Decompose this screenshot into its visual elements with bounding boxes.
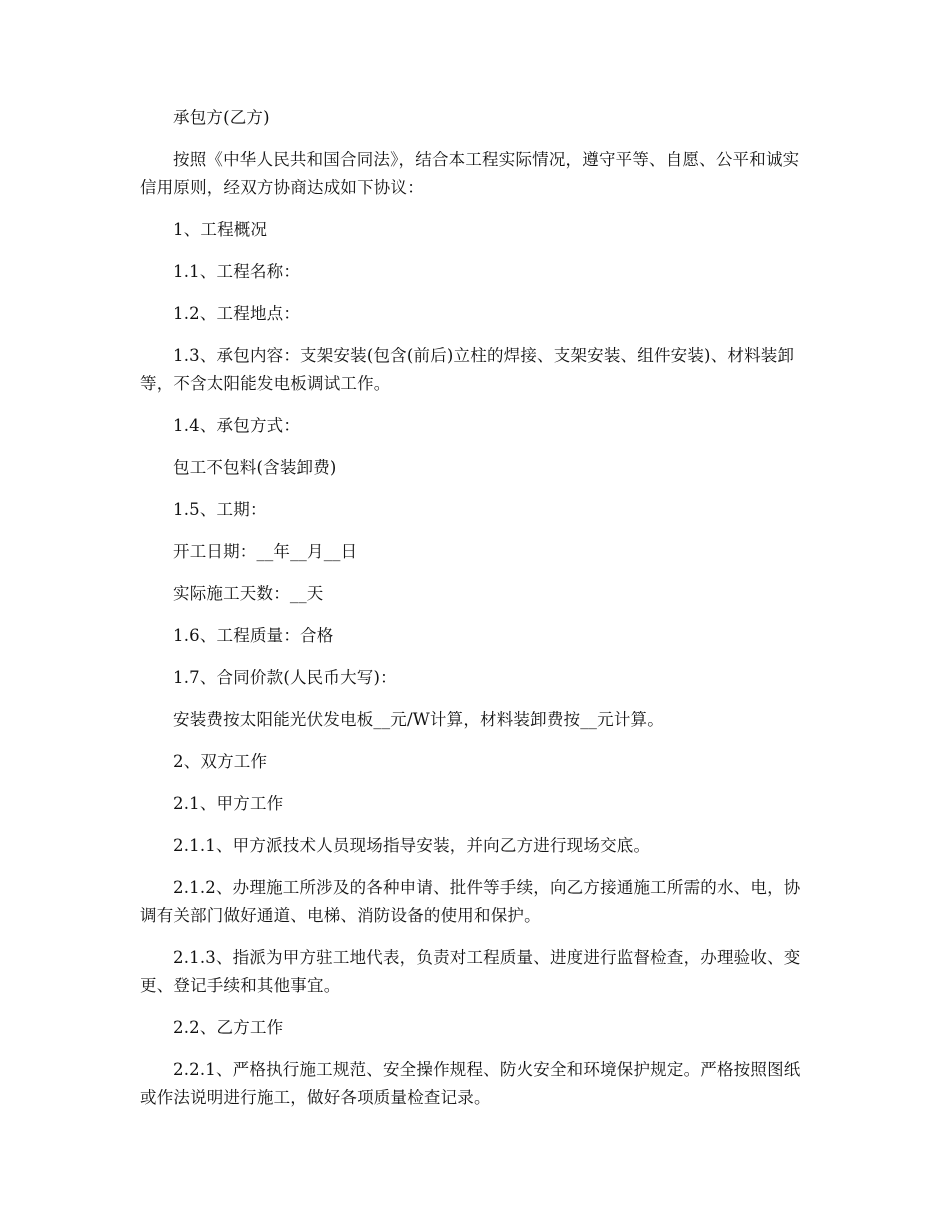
section-heading: 1、工程概况 [173,220,268,239]
subsection-heading: 2.1、甲方工作 [173,794,284,813]
clause-paragraph: 2.1.3、指派为甲方驻工地代表，负责对工程质量、进度进行监督检查，办理验收、变更、登记手续和其他事宜。 [140,948,801,995]
section-heading: 2、双方工作 [173,752,268,771]
party-b-heading: 承包方(乙方) [173,108,270,127]
clause-paragraph: 1.5、工期： [173,500,267,519]
clause-paragraph: 实际施工天数：__天 [173,584,324,603]
clause-paragraph: 2.1.1、甲方派技术人员现场指导安装，并向乙方进行现场交底。 [173,836,651,855]
document-body [140,104,810,1126]
clause-paragraph: 1.6、工程质量：合格 [173,626,334,645]
clause-paragraph: 安装费按太阳能光伏发电板__元/W计算，材料装卸费按__元计算。 [173,710,664,729]
clause-paragraph: 1.4、承包方式： [173,416,301,435]
preamble-paragraph: 按照《中华人民共和国合同法》，结合本工程实际情况，遵守平等、自愿、公平和诚实信用原则，经双方协商达成如下协议： [140,150,800,197]
clause-paragraph: 2.1.2、办理施工所涉及的各种申请、批件等手续，向乙方接通施工所需的水、电，协调有关部门做好通道、电梯、消防设备的使用和保护。 [140,878,801,925]
clause-paragraph: 1.2、工程地点： [173,304,301,323]
clause-paragraph: 2.2.1、严格执行施工规范、安全操作规程、防火安全和环境保护规定。严格按照图纸或作法说明进行施工，做好各项质量检查记录。 [140,1060,801,1107]
clause-paragraph: 1.1、工程名称： [173,262,301,281]
clause-paragraph: 包工不包料(含装卸费) [173,458,337,477]
subsection-heading: 2.2、乙方工作 [173,1018,284,1037]
clause-paragraph: 1.3、承包内容：支架安装(包含(前后)立柱的焊接、支架安装、组件安装)、材料装卸等，不含太阳能发电板调试工作。 [140,346,795,393]
clause-paragraph: 开工日期：__年__月__日 [173,542,358,561]
clause-paragraph: 1.7、合同价款(人民币大写)： [173,668,397,687]
